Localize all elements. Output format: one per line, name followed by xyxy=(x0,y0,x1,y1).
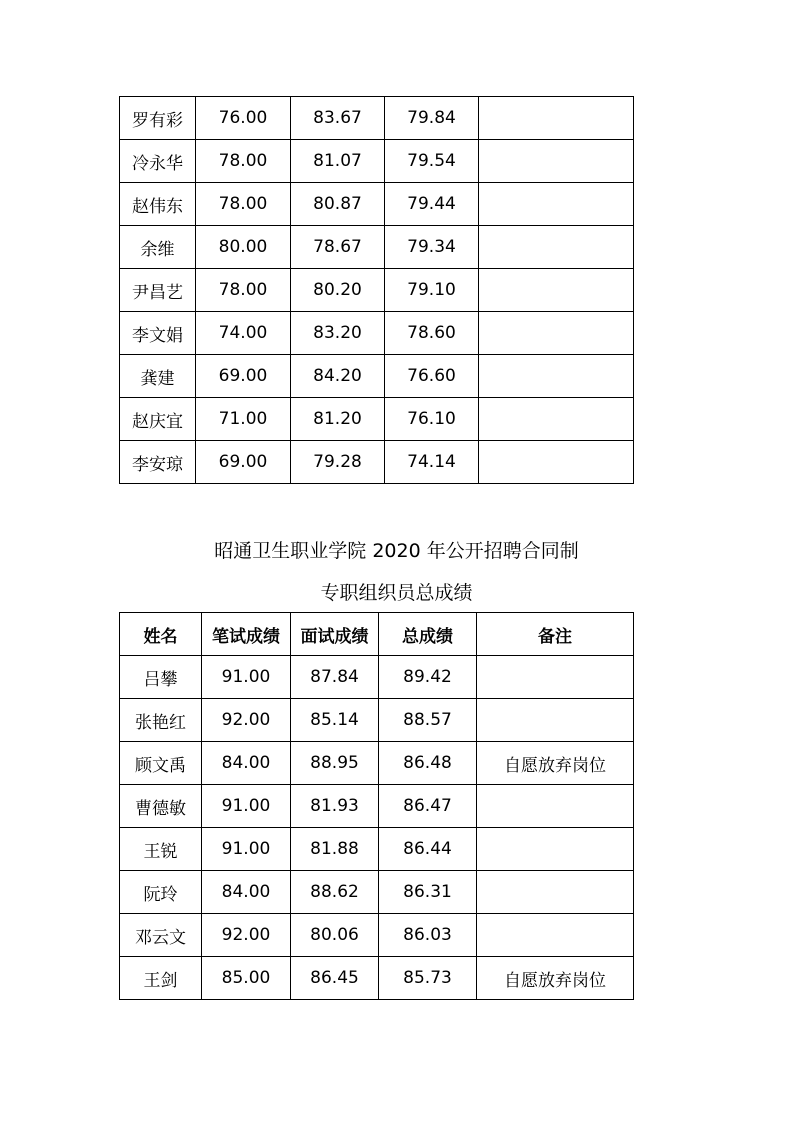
organizer-score-table-header xyxy=(120,613,634,656)
cell-written-score: 76.00 xyxy=(196,97,291,140)
cell-total-score: 89.42 xyxy=(379,656,477,699)
table-row xyxy=(120,742,634,785)
cell-written-score: 84.00 xyxy=(202,742,291,785)
cell-name: 罗有彩 xyxy=(120,97,196,140)
cell-remarks xyxy=(479,398,634,441)
cell-written-score: 91.00 xyxy=(202,785,291,828)
table-row xyxy=(120,441,634,484)
cell-written-score: 78.00 xyxy=(196,183,291,226)
table-row xyxy=(120,871,634,914)
table-row xyxy=(120,97,634,140)
cell-remarks xyxy=(477,656,634,699)
cell-interview-score: 84.20 xyxy=(291,355,385,398)
cell-remarks xyxy=(477,871,634,914)
cell-interview-score: 87.84 xyxy=(291,656,379,699)
header-remarks: 备注 xyxy=(477,613,634,656)
cell-interview-score: 86.45 xyxy=(291,957,379,1000)
cell-written-score: 84.00 xyxy=(202,871,291,914)
organizer-score-table xyxy=(119,612,634,1000)
cell-interview-score: 80.06 xyxy=(291,914,379,957)
cell-remarks xyxy=(477,785,634,828)
cell-written-score: 74.00 xyxy=(196,312,291,355)
header-row xyxy=(120,613,634,656)
section-title-line-2: 专职组织员总成绩 xyxy=(320,582,473,604)
cell-total-score: 86.44 xyxy=(379,828,477,871)
cell-remarks: 自愿放弃岗位 xyxy=(477,742,634,785)
cell-interview-score: 81.88 xyxy=(291,828,379,871)
cell-total-score: 79.54 xyxy=(385,140,479,183)
cell-remarks xyxy=(479,183,634,226)
cell-name: 吕攀 xyxy=(120,656,202,699)
cell-name: 冷永华 xyxy=(120,140,196,183)
cell-interview-score: 83.20 xyxy=(291,312,385,355)
table-row xyxy=(120,785,634,828)
cell-interview-score: 85.14 xyxy=(291,699,379,742)
cell-name: 顾文禹 xyxy=(120,742,202,785)
header-interview-score: 面试成绩 xyxy=(291,613,379,656)
cell-remarks xyxy=(479,355,634,398)
table-row xyxy=(120,656,634,699)
cell-interview-score: 80.20 xyxy=(291,269,385,312)
cell-total-score: 86.31 xyxy=(379,871,477,914)
cell-name: 阮玲 xyxy=(120,871,202,914)
header-name: 姓名 xyxy=(120,613,202,656)
table-row xyxy=(120,269,634,312)
cell-remarks xyxy=(479,269,634,312)
table-row xyxy=(120,914,634,957)
cell-total-score: 79.44 xyxy=(385,183,479,226)
table-row xyxy=(120,957,634,1000)
cell-total-score: 79.10 xyxy=(385,269,479,312)
cell-remarks xyxy=(479,441,634,484)
cell-remarks xyxy=(477,699,634,742)
table-row xyxy=(120,828,634,871)
cell-name: 李文娟 xyxy=(120,312,196,355)
cell-total-score: 78.60 xyxy=(385,312,479,355)
cell-interview-score: 88.95 xyxy=(291,742,379,785)
score-table-continued xyxy=(119,96,634,484)
cell-name: 龚建 xyxy=(120,355,196,398)
cell-total-score: 86.03 xyxy=(379,914,477,957)
cell-total-score: 86.48 xyxy=(379,742,477,785)
cell-total-score: 76.60 xyxy=(385,355,479,398)
cell-written-score: 85.00 xyxy=(202,957,291,1000)
cell-written-score: 91.00 xyxy=(202,656,291,699)
cell-written-score: 92.00 xyxy=(202,699,291,742)
cell-name: 邓云文 xyxy=(120,914,202,957)
cell-interview-score: 81.20 xyxy=(291,398,385,441)
cell-total-score: 86.47 xyxy=(379,785,477,828)
cell-remarks xyxy=(479,312,634,355)
cell-name: 李安琼 xyxy=(120,441,196,484)
table-row xyxy=(120,699,634,742)
header-total-score: 总成绩 xyxy=(379,613,477,656)
cell-name: 尹昌艺 xyxy=(120,269,196,312)
cell-total-score: 79.84 xyxy=(385,97,479,140)
cell-remarks xyxy=(477,914,634,957)
cell-total-score: 88.57 xyxy=(379,699,477,742)
cell-remarks xyxy=(479,97,634,140)
cell-name: 赵伟东 xyxy=(120,183,196,226)
cell-remarks xyxy=(477,828,634,871)
cell-interview-score: 83.67 xyxy=(291,97,385,140)
cell-written-score: 78.00 xyxy=(196,140,291,183)
cell-written-score: 71.00 xyxy=(196,398,291,441)
cell-remarks xyxy=(479,226,634,269)
cell-name: 张艳红 xyxy=(120,699,202,742)
table-row xyxy=(120,355,634,398)
cell-total-score: 74.14 xyxy=(385,441,479,484)
table-row xyxy=(120,140,634,183)
cell-remarks: 自愿放弃岗位 xyxy=(477,957,634,1000)
table-row xyxy=(120,398,634,441)
cell-written-score: 78.00 xyxy=(196,269,291,312)
cell-interview-score: 81.07 xyxy=(291,140,385,183)
cell-name: 王剑 xyxy=(120,957,202,1000)
cell-total-score: 79.34 xyxy=(385,226,479,269)
organizer-score-table-body xyxy=(120,656,634,1000)
cell-remarks xyxy=(479,140,634,183)
cell-interview-score: 79.28 xyxy=(291,441,385,484)
cell-interview-score: 80.87 xyxy=(291,183,385,226)
table-row xyxy=(120,226,634,269)
cell-total-score: 76.10 xyxy=(385,398,479,441)
header-written-score: 笔试成绩 xyxy=(202,613,291,656)
cell-name: 余维 xyxy=(120,226,196,269)
cell-interview-score: 88.62 xyxy=(291,871,379,914)
cell-name: 赵庆宜 xyxy=(120,398,196,441)
cell-written-score: 91.00 xyxy=(202,828,291,871)
cell-interview-score: 78.67 xyxy=(291,226,385,269)
cell-written-score: 92.00 xyxy=(202,914,291,957)
cell-written-score: 69.00 xyxy=(196,441,291,484)
cell-interview-score: 81.93 xyxy=(291,785,379,828)
score-table-continued-body xyxy=(120,97,634,484)
cell-written-score: 80.00 xyxy=(196,226,291,269)
cell-total-score: 85.73 xyxy=(379,957,477,1000)
section-title-line-1: 昭通卫生职业学院 2020 年公开招聘合同制 xyxy=(214,540,579,562)
cell-written-score: 69.00 xyxy=(196,355,291,398)
cell-name: 王锐 xyxy=(120,828,202,871)
table-row xyxy=(120,183,634,226)
cell-name: 曹德敏 xyxy=(120,785,202,828)
table-row xyxy=(120,312,634,355)
